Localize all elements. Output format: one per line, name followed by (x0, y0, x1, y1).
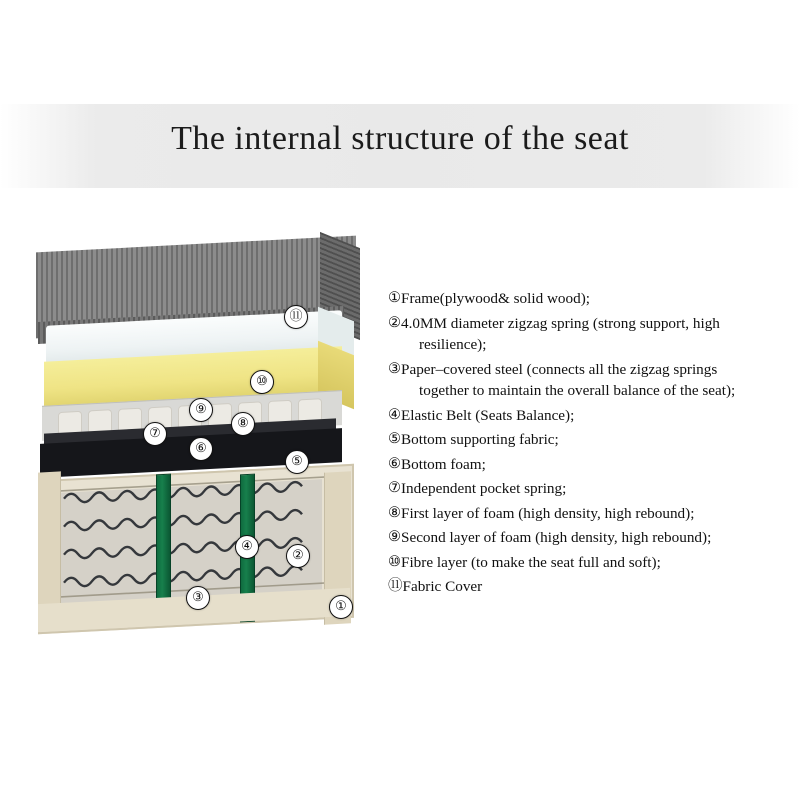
legend-number: ⑥ (388, 455, 401, 472)
legend-label: Bottom foam; (401, 455, 486, 473)
zigzag-springs (58, 471, 326, 605)
legend-item-9 (388, 527, 788, 549)
legend-number: ⑪ (388, 578, 403, 594)
callout-3: ③ (186, 586, 210, 610)
callout-1: ① (329, 595, 353, 619)
legend-number: ④ (388, 406, 401, 423)
legend-label (401, 313, 788, 356)
legend-number: ⑤ (388, 431, 401, 447)
legend-item-1 (388, 288, 788, 310)
legend-item-5 (388, 429, 788, 451)
legend-number: ⑨ (388, 529, 401, 545)
legend-label-line1: Paper–covered steel (connects all the zigzag springs (401, 360, 718, 378)
frame-rail-left (38, 471, 61, 624)
callout-11: ⑪ (284, 305, 308, 329)
page-title: The internal structure of the seat (171, 120, 629, 157)
callout-9: ⑨ (189, 398, 213, 422)
legend-label-line2: resilience); (419, 336, 487, 353)
legend-label (401, 359, 788, 402)
legend-number: ② (388, 314, 401, 331)
legend-item-4 (388, 405, 788, 427)
legend-item-8 (388, 503, 788, 525)
legend-list (388, 288, 788, 601)
legend-label-line2: together to maintain the overall balance of the seat); (419, 382, 736, 399)
legend-label: Fibre layer (to make the seat full and soft); (401, 553, 661, 571)
legend-label: Bottom supporting fabric; (401, 431, 559, 448)
callout-4: ④ (235, 535, 259, 559)
callout-10: ⑩ (250, 370, 274, 394)
legend-label: Frame(plywood& solid wood); (401, 290, 590, 307)
legend-item-2 (388, 313, 788, 356)
legend-label: First layer of foam (high density, high rebound); (401, 504, 695, 522)
legend-number: ⑧ (388, 504, 401, 521)
legend-item-11 (388, 576, 788, 598)
legend-number: ⑦ (388, 480, 401, 496)
legend-item-7 (388, 478, 788, 500)
legend-label-line1: 4.0MM diameter zigzag spring (strong support, high (401, 314, 720, 332)
callout-2: ② (286, 544, 310, 568)
seat-cutaway-illustration (18, 236, 370, 636)
legend-number: ③ (388, 360, 401, 377)
callout-5: ⑤ (285, 450, 309, 474)
legend-item-6 (388, 454, 788, 476)
legend-item-3 (388, 359, 788, 402)
callout-6: ⑥ (189, 437, 213, 461)
legend-label: Fabric Cover (402, 578, 483, 595)
legend-label: Elastic Belt (Seats Balance); (401, 406, 575, 424)
callout-8: ⑧ (231, 412, 255, 436)
callout-7: ⑦ (143, 422, 167, 446)
legend-label: Independent pocket spring; (401, 480, 567, 497)
legend-item-10 (388, 552, 788, 574)
legend-number: ① (388, 290, 401, 306)
legend-label: Second layer of foam (high density, high rebound); (401, 529, 712, 546)
legend-number: ⑩ (388, 553, 401, 570)
